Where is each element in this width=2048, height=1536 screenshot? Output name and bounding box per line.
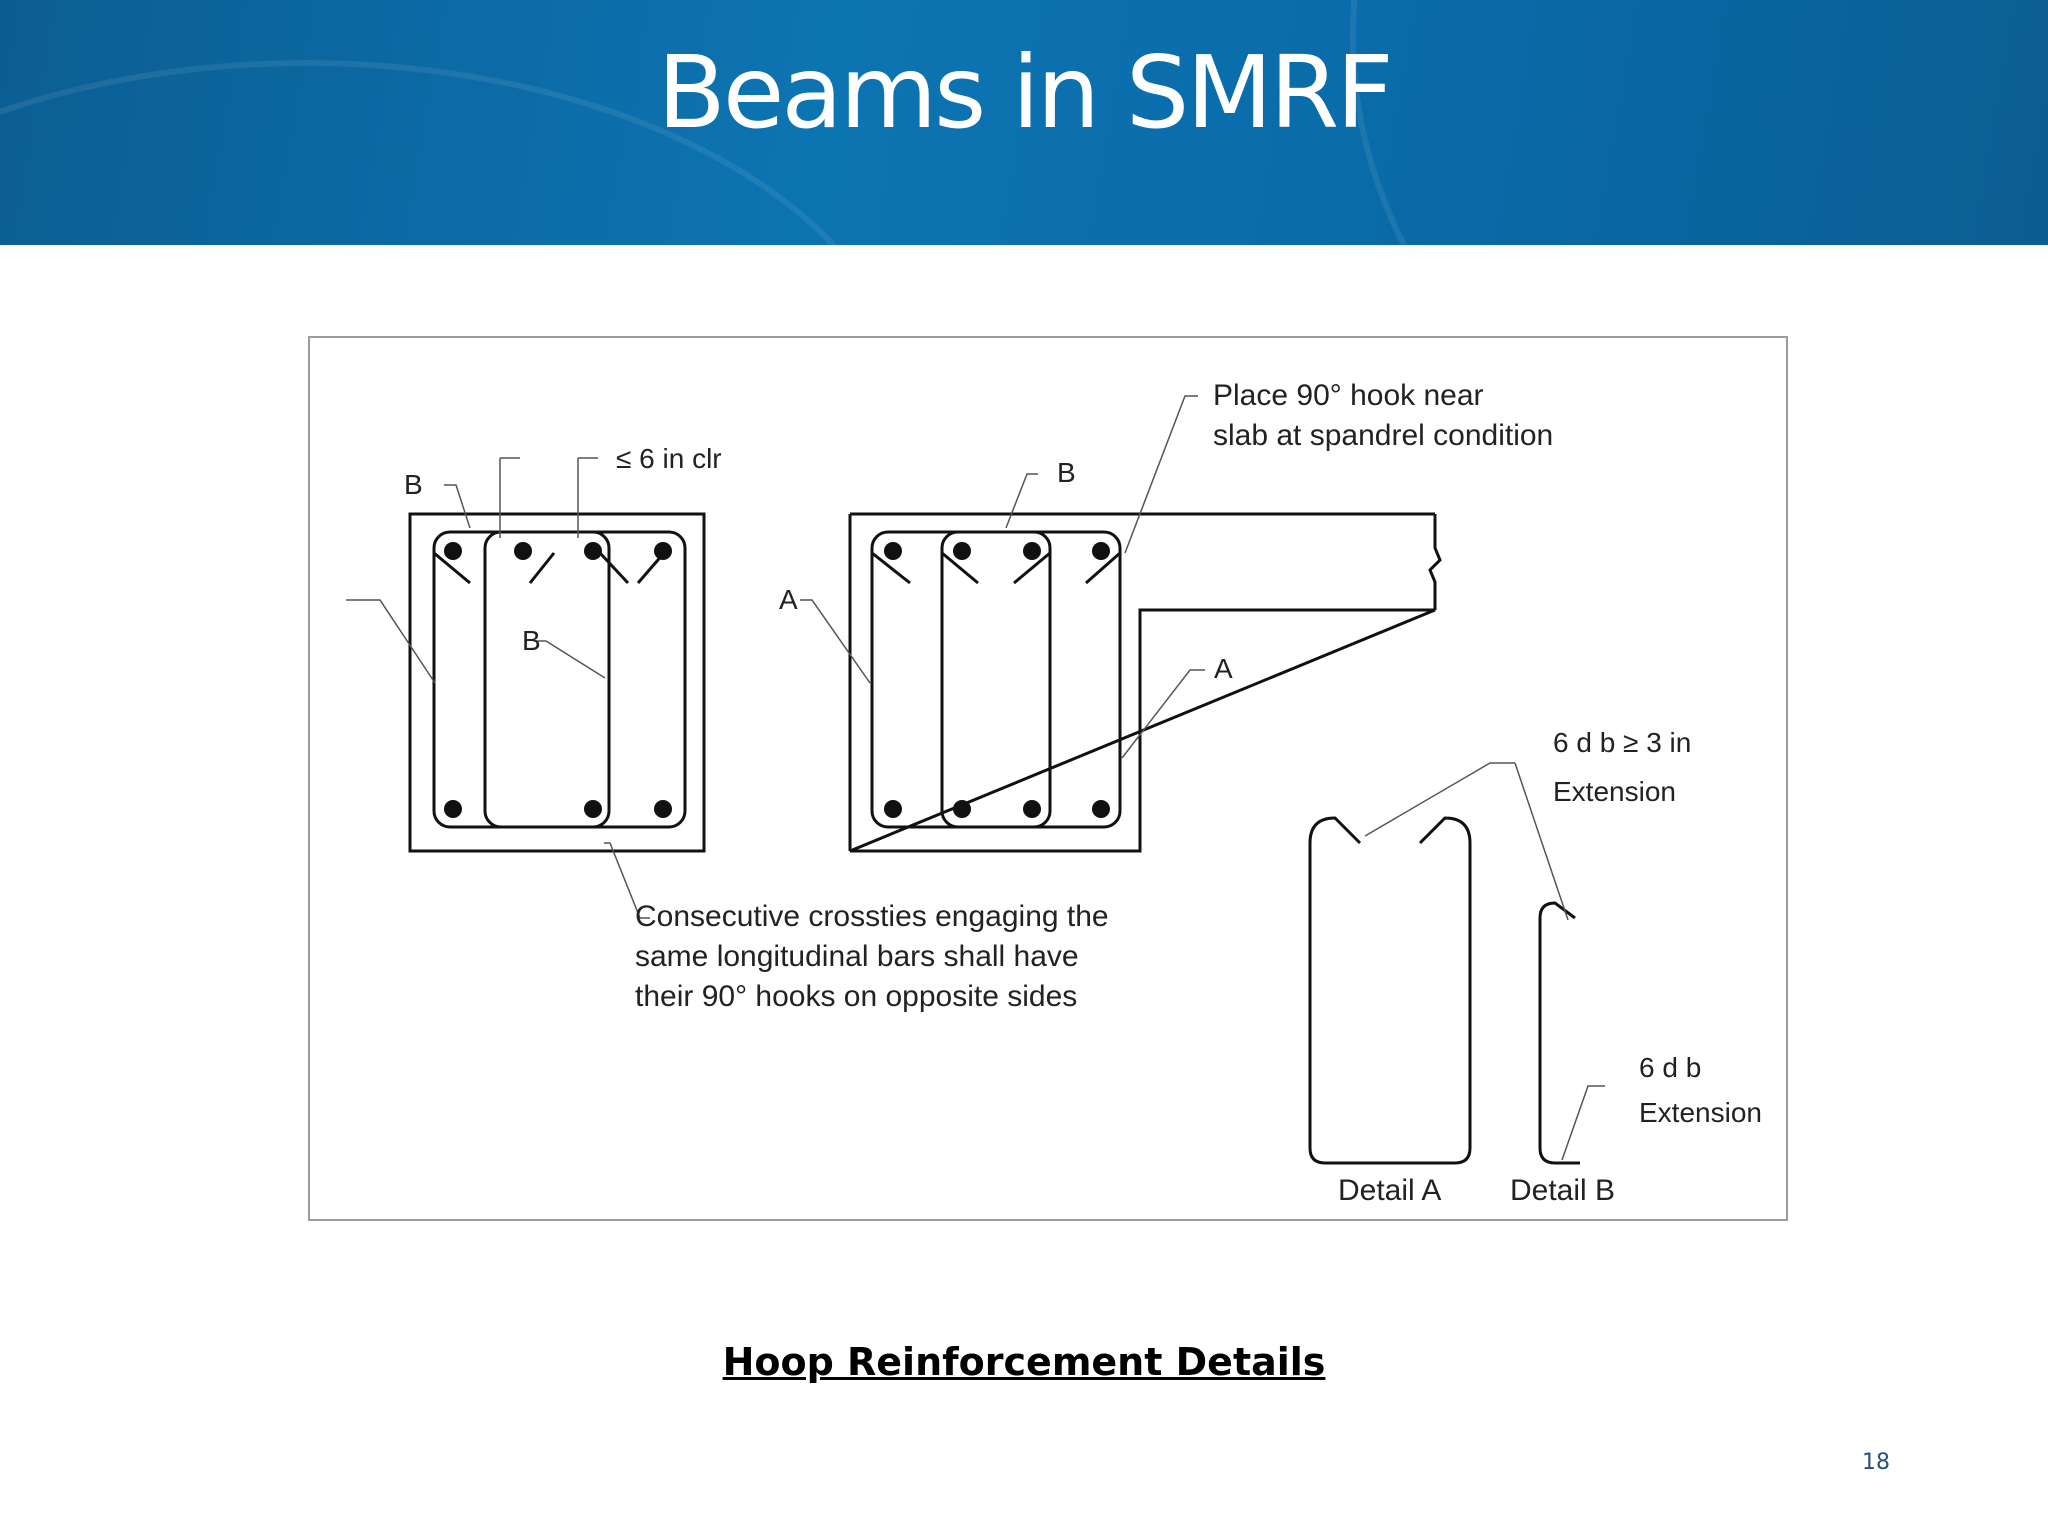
bar bbox=[584, 800, 602, 818]
longitudinal-bars bbox=[444, 542, 1110, 818]
label-a-left: A bbox=[779, 584, 798, 615]
header-banner bbox=[0, 0, 2048, 245]
label-b-top-left: B bbox=[404, 469, 423, 500]
label-clear-spacing: ≤ 6 in clr bbox=[616, 443, 722, 474]
bar bbox=[514, 542, 532, 560]
extension-b-line1: 6 d b bbox=[1639, 1052, 1702, 1083]
hoop-diagram bbox=[310, 338, 1790, 1223]
crossties-note-line2: same longitudinal bars shall have bbox=[635, 940, 1079, 973]
extension-a-line1: 6 d b ≥ 3 in bbox=[1553, 727, 1692, 758]
slab-break bbox=[1430, 514, 1440, 610]
bar bbox=[1092, 542, 1110, 560]
figure-caption: Hoop Reinforcement Details bbox=[722, 1340, 1326, 1384]
crossties-note-line1: Consecutive crossties engaging the bbox=[635, 900, 1109, 933]
hook-note-line2: slab at spandrel condition bbox=[1213, 419, 1554, 452]
hook-note-line1: Place 90° hook near bbox=[1213, 379, 1484, 412]
bar bbox=[884, 542, 902, 560]
bar bbox=[654, 800, 672, 818]
page-number: 18 bbox=[1862, 1450, 1890, 1475]
bar bbox=[584, 542, 602, 560]
bar bbox=[1023, 800, 1041, 818]
bar bbox=[444, 800, 462, 818]
left-inner-crosstie bbox=[485, 532, 685, 827]
label-b-top-right: B bbox=[1057, 457, 1076, 488]
left-hook-b bbox=[530, 553, 554, 583]
detail-b-label: Detail B bbox=[1510, 1174, 1616, 1207]
left-hook-c bbox=[600, 553, 628, 583]
label-b-inner-left: B bbox=[522, 625, 541, 656]
hoop-reinforcement-figure bbox=[308, 336, 1788, 1221]
bar bbox=[953, 800, 971, 818]
bar bbox=[884, 800, 902, 818]
bar bbox=[444, 542, 462, 560]
extension-a-line2: Extension bbox=[1553, 776, 1676, 807]
bar bbox=[654, 542, 672, 560]
bar bbox=[1023, 542, 1041, 560]
leader-lines bbox=[346, 396, 1605, 1160]
bar bbox=[1092, 800, 1110, 818]
detail-a-hoop bbox=[1310, 818, 1470, 1163]
crossties-note-line3: their 90° hooks on opposite sides bbox=[635, 980, 1078, 1013]
slide-title: Beams in SMRF bbox=[657, 34, 1391, 151]
spandrel-beam-outline bbox=[850, 514, 1435, 851]
right-inner-hoop bbox=[942, 532, 1050, 827]
detail-a-label: Detail A bbox=[1338, 1174, 1442, 1207]
extension-b-line2: Extension bbox=[1639, 1097, 1762, 1128]
right-outer-hoop bbox=[872, 532, 1120, 827]
bar bbox=[953, 542, 971, 560]
label-a-right: A bbox=[1214, 653, 1233, 684]
